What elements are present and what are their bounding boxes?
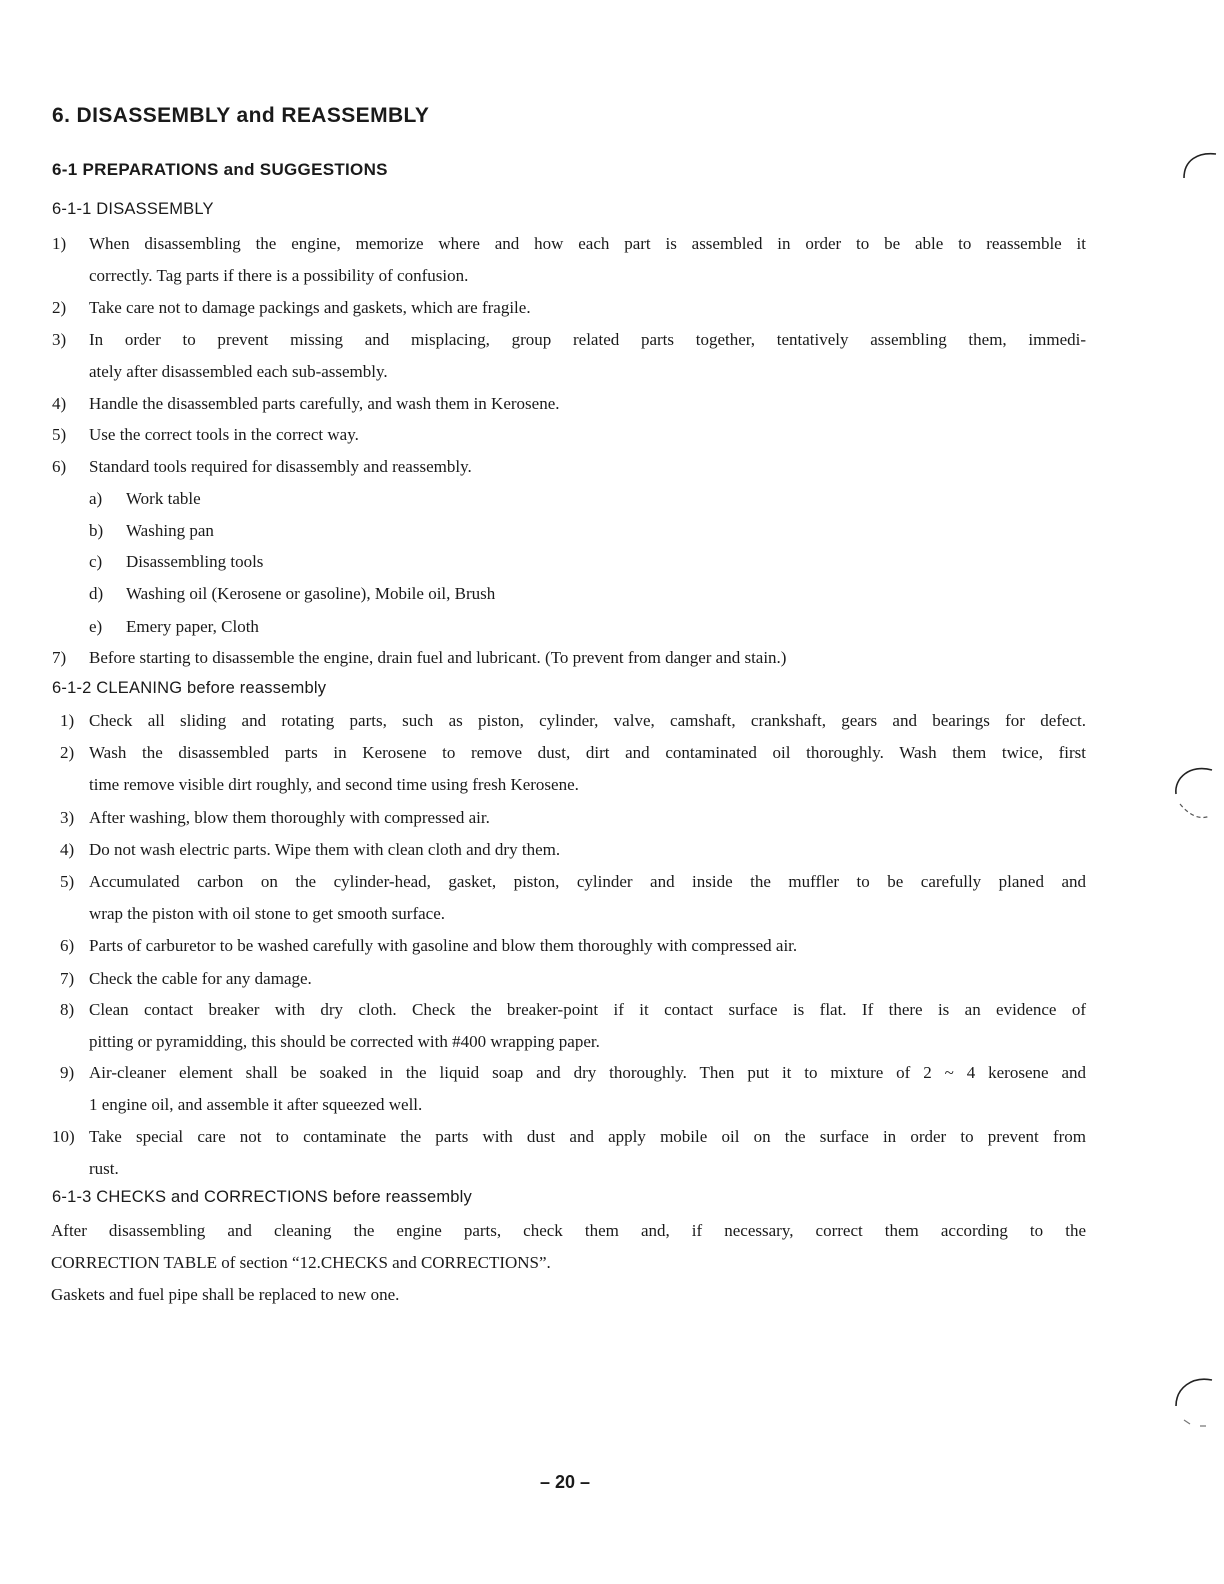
item-number: 3) [52, 330, 67, 349]
item-text: Air-cleaner element shall be soaked in the liquid soap and dry thoroughly. Then put it to mixture of 2 ~ 4 kerosene and [89, 1063, 1086, 1082]
item-text: Handle the disassembled parts carefully, and wash them in Kerosene. [89, 394, 560, 413]
item-text: Check all sliding and rotating parts, such as piston, cylinder, valve, camshaft, crankshaft, gears and bearings for defect. [89, 711, 1086, 730]
subsection-heading-disassembly: 6-1-1 DISASSEMBLY [52, 200, 214, 218]
item-text: Use the correct tools in the correct way. [89, 425, 359, 444]
item-text: 1 engine oil, and assemble it after squeezed well. [89, 1095, 423, 1114]
item-text: ately after disassembled each sub-assembly. [89, 362, 388, 381]
item-number: 4) [52, 394, 67, 413]
item-text: Wash the disassembled parts in Kerosene to remove dust, dirt and contaminated oil thoroughly. Wash them twice, first [89, 743, 1086, 762]
tool-text: Emery paper, Cloth [126, 617, 259, 636]
page-title: 6. DISASSEMBLY and REASSEMBLY [52, 104, 430, 127]
item-number: 6) [52, 457, 67, 476]
item-text: After washing, blow them thoroughly with compressed air. [89, 808, 490, 827]
tool-text: Washing oil (Kerosene or gasoline), Mobile oil, Brush [126, 584, 496, 603]
item-number: 2) [60, 743, 75, 762]
item-text: When disassembling the engine, memorize where and how each part is assembled in order to be able to reassemble it [89, 234, 1086, 253]
binder-hole-mark [1176, 150, 1220, 190]
item-text: pitting or pyramidding, this should be corrected with #400 wrapping paper. [89, 1032, 600, 1051]
binder-hole-mark [1170, 1372, 1218, 1432]
item-number: 6) [60, 936, 75, 955]
item-text: Before starting to disassemble the engine, drain fuel and lubricant. (To prevent from danger and stain.) [89, 648, 787, 667]
checks-paragraph-line: After disassembling and cleaning the engine parts, check them and, if necessary, correct them according to the [51, 1221, 1086, 1240]
item-text: Clean contact breaker with dry cloth. Check the breaker-point if it contact surface is flat. If there is an evidence of [89, 1000, 1086, 1019]
item-number: 10) [52, 1127, 75, 1146]
item-number: 9) [60, 1063, 75, 1082]
binder-hole-mark [1170, 760, 1218, 824]
tool-letter: a) [89, 489, 103, 508]
tool-item [89, 483, 201, 515]
item-number: 3) [60, 808, 75, 827]
item-text: Do not wash electric parts. Wipe them with clean cloth and dry them. [89, 840, 561, 859]
item-text: Parts of carburetor to be washed carefully with gasoline and blow them thoroughly with compressed air. [89, 936, 798, 955]
tool-item [89, 611, 259, 643]
subsection-heading-checks: 6-1-3 CHECKS and CORRECTIONS before reassembly [52, 1188, 472, 1206]
item-text: Standard tools required for disassembly and reassembly. [89, 457, 472, 476]
tool-text: Disassembling tools [126, 552, 264, 571]
item-number: 5) [60, 872, 75, 891]
item-text: Accumulated carbon on the cylinder-head, gasket, piston, cylinder and inside the muffler to be carefully planed and [89, 872, 1086, 891]
item-text: In order to prevent missing and misplacing, group related parts together, tentatively assembling them, immedi- [89, 330, 1086, 349]
checks-paragraph-line: CORRECTION TABLE of section “12.CHECKS and CORRECTIONS”. [51, 1253, 551, 1272]
item-text: Take special care not to contaminate the parts with dust and apply mobile oil on the surface in order to prevent from [89, 1127, 1086, 1146]
item-text: time remove visible dirt roughly, and second time using fresh Kerosene. [89, 775, 579, 794]
item-number: 7) [52, 648, 67, 667]
checks-note: Gaskets and fuel pipe shall be replaced to new one. [51, 1285, 400, 1304]
tool-text: Work table [126, 489, 201, 508]
item-number: 1) [60, 711, 75, 730]
item-text: Check the cable for any damage. [89, 969, 312, 988]
page-number: – 20 – [539, 1472, 591, 1492]
subsection-heading-cleaning: 6-1-2 CLEANING before reassembly [52, 679, 327, 697]
item-number: 7) [60, 969, 75, 988]
tool-letter: c) [89, 552, 103, 571]
tool-item [89, 578, 496, 610]
tool-letter: b) [89, 521, 104, 540]
item-number: 2) [52, 298, 67, 317]
item-text: rust. [89, 1159, 119, 1178]
tool-item [89, 546, 264, 578]
item-number: 8) [60, 1000, 75, 1019]
item-text: correctly. Tag parts if there is a possibility of confusion. [89, 266, 469, 285]
tool-letter: d) [89, 584, 104, 603]
item-text: Take care not to damage packings and gaskets, which are fragile. [89, 298, 531, 317]
item-number: 4) [60, 840, 75, 859]
item-text: wrap the piston with oil stone to get smooth surface. [89, 904, 445, 923]
item-number: 5) [52, 425, 67, 444]
tool-text: Washing pan [126, 521, 214, 540]
section-heading: 6-1 PREPARATIONS and SUGGESTIONS [52, 160, 388, 179]
item-number: 1) [52, 234, 67, 253]
tool-letter: e) [89, 617, 103, 636]
tool-item [89, 515, 214, 547]
